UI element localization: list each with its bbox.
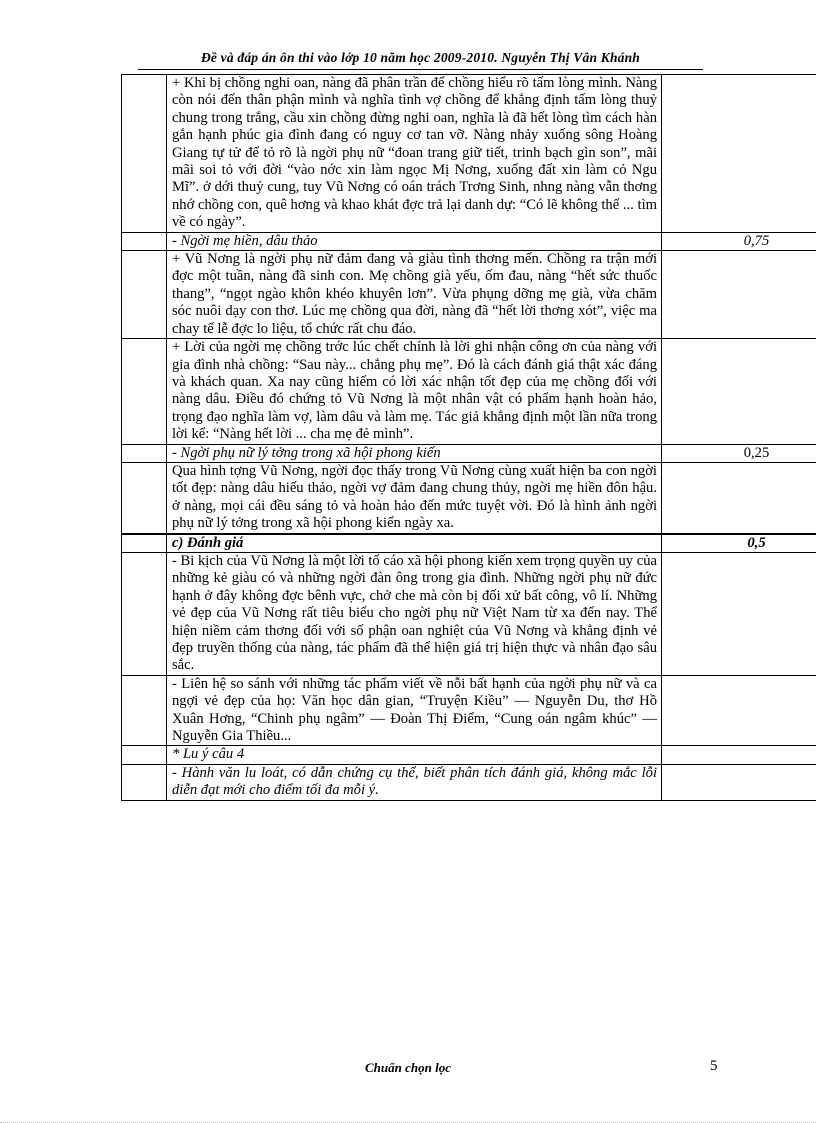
content-text: - Ngời mẹ hiền, dâu thảo bbox=[172, 232, 318, 249]
table-row bbox=[122, 552, 816, 675]
table-row bbox=[122, 675, 816, 746]
index-cell bbox=[122, 746, 167, 764]
table-row bbox=[122, 251, 816, 339]
table-row bbox=[122, 444, 816, 462]
grading-table bbox=[121, 74, 816, 801]
table-row bbox=[122, 462, 816, 533]
index-cell bbox=[122, 675, 167, 746]
page-number: 5 bbox=[710, 1058, 718, 1074]
content-text: - Liên hệ so sánh với những tác phẩm viết về nỗi bất hạnh của ngời phụ nữ và ca ngợi vẻ đẹp của họ: Văn học dân gian, “Truyện Kiều” — Nguyễn Du, thơ Hồ Xuân Hơng, “Chinh phụ ngâm” — Đoàn Thị Điểm, “Cung oán ngâm khúc” — Nguyễn Gia Thiều... bbox=[172, 675, 657, 745]
content-text: + Lời của ngời mẹ chồng trớc lúc chết chính là lời ghi nhận công ơn của nàng với gia đình nhà chồng: “Sau này... chẳng phụ mẹ”. Đó là cách đánh giá thật xác đáng và khách quan. Xa nay cũng hiếm có lời xác nhận tốt đẹp của mẹ chồng đối với nàng dâu. Điều đó chứng tỏ Vũ Nơng là một nhân vật có phẩm hạnh hoàn hảo, trọng đạo nghĩa làm vợ, làm dâu và làm mẹ. Tác giả khẳng định một lần nữa trong lời kể: “Nàng hết lời ... cha mẹ đẻ mình”. bbox=[172, 339, 657, 443]
score-cell bbox=[662, 552, 816, 675]
index-cell bbox=[122, 232, 167, 250]
score-text: 0,25 bbox=[743, 444, 770, 461]
score-cell bbox=[662, 251, 816, 339]
index-cell bbox=[122, 552, 167, 675]
content-cell bbox=[167, 552, 662, 675]
content-cell bbox=[167, 675, 662, 746]
content-cell bbox=[167, 534, 662, 553]
content-cell bbox=[167, 339, 662, 444]
score-cell bbox=[662, 746, 816, 764]
page-header: Đề và đáp án ôn thi vào lớp 10 năm học 2009-2010. Nguyễn Thị Vân Khánh bbox=[138, 50, 703, 70]
table-row bbox=[122, 534, 816, 553]
table-row bbox=[122, 232, 816, 250]
score-cell bbox=[662, 534, 816, 553]
index-cell bbox=[122, 444, 167, 462]
footer-title: Chuẩn chọn lọc bbox=[365, 1060, 451, 1075]
content-cell bbox=[167, 444, 662, 462]
index-cell bbox=[122, 75, 167, 233]
index-cell bbox=[122, 339, 167, 444]
score-cell bbox=[662, 444, 816, 462]
table-row bbox=[122, 764, 816, 800]
table-row bbox=[122, 746, 816, 764]
content-text: - Ngời phụ nữ lý tởng trong xã hội phong kiến bbox=[172, 444, 441, 461]
score-cell bbox=[662, 339, 816, 444]
content-text: + Vũ Nơng là ngời phụ nữ đảm đang và giàu tình thơng mến. Chồng ra trận mới đợc một tuần, nàng đã sinh con. Mẹ chồng già yếu, ốm đau, nàng “hết sức thuốc thang”, “ngọt ngào khôn khéo khuyên lơn”. Vừa phụng dỡng mẹ già, vừa chăm sóc nuôi dạy con thơ. Lúc mẹ chồng qua đời, nàng đã “hết lời thơng xót”, việc ma chay tế lễ đợc lo liệu, tổ chức rất chu đáo. bbox=[172, 251, 657, 337]
score-text: 0,5 bbox=[747, 534, 766, 551]
table-row bbox=[122, 339, 816, 444]
content-cell bbox=[167, 232, 662, 250]
content-text: c) Đánh giá bbox=[172, 534, 244, 551]
index-cell bbox=[122, 534, 167, 553]
score-cell bbox=[662, 764, 816, 800]
content-cell bbox=[167, 75, 662, 233]
content-cell bbox=[167, 746, 662, 764]
index-cell bbox=[122, 462, 167, 533]
score-cell bbox=[662, 675, 816, 746]
score-cell bbox=[662, 75, 816, 233]
table-row bbox=[122, 75, 816, 233]
score-cell bbox=[662, 462, 816, 533]
content-text: - Hành văn lu loát, có dẫn chứng cụ thể, biết phân tích đánh giá, không mắc lỗi diễn đạt mới cho điểm tối đa mỗi ý. bbox=[172, 764, 657, 799]
content-text: Qua hình tợng Vũ Nơng, ngời đọc thấy trong Vũ Nơng cùng xuất hiện ba con ngời tốt đẹp: nàng dâu hiếu thảo, ngời vợ đảm đang chung thủy, ngời mẹ hiền đôn hậu. ở nàng, mọi cái đều sáng tỏ và hoàn hảo đến mức tuyệt vời. Đó là hình ảnh ngời phụ nữ lý tởng trong xã hội phong kiến ngày xa. bbox=[172, 462, 657, 532]
score-text: 0,75 bbox=[743, 232, 770, 249]
content-cell bbox=[167, 764, 662, 800]
content-text: - Bi kịch của Vũ Nơng là một lời tố cáo xã hội phong kiến xem trọng quyền uy của những kẻ giàu có và những ngời đàn ông trong gia đình. Những ngời phụ nữ đức hạnh ở đây không đợc bênh vực, chở che mà còn bị đối xử bất công, vô lí. Những vẻ đẹp của Vũ Nơng rất tiêu biểu cho ngời phụ nữ Việt Nam từ xa đến nay. Thể hiện niềm cảm thơng đối với số phận oan nghiệt của Vũ Nơng và khẳng định vẻ đẹp truyền thống của nàng, tác phẩm đã thể hiện giá trị hiện thực và nhân đạo sâu sắc. bbox=[172, 552, 657, 674]
index-cell bbox=[122, 764, 167, 800]
content-cell bbox=[167, 462, 662, 533]
score-cell bbox=[662, 232, 816, 250]
index-cell bbox=[122, 251, 167, 339]
content-text: + Khi bị chồng nghi oan, nàng đã phân trần để chồng hiểu rõ tấm lòng mình. Nàng còn nói đến thân phận mình và nghĩa tình vợ chồng để khẳng định tấm lòng thuỷ chung trong trắng, cầu xin chồng đừng nghi oan, nghĩa là đã hết lòng tìm cách hàn gắn hạnh phúc gia đình đang có nguy cơ tan vỡ. Nàng nhảy xuống sông Hoàng Giang tự tử để tỏ rõ là ngời phụ nữ “đoan trang giữ tiết, trinh bạch gìn son”, mãi mãi soi tỏ với đời “vào nớc xin làm ngọc Mị Nơng, xuống đất xin làm cỏ Ngu Mĩ”. ở dới thuỷ cung, tuy Vũ Nơng có oán trách Trơng Sinh, nhng nàng vẫn thơng nhớ chồng con, quê hơng và khao khát đợc trả lại danh dự: “Có lẽ không thể ... tìm về có ngày”. bbox=[172, 75, 657, 231]
content-text: * Lu ý câu 4 bbox=[172, 746, 245, 763]
content-cell bbox=[167, 251, 662, 339]
